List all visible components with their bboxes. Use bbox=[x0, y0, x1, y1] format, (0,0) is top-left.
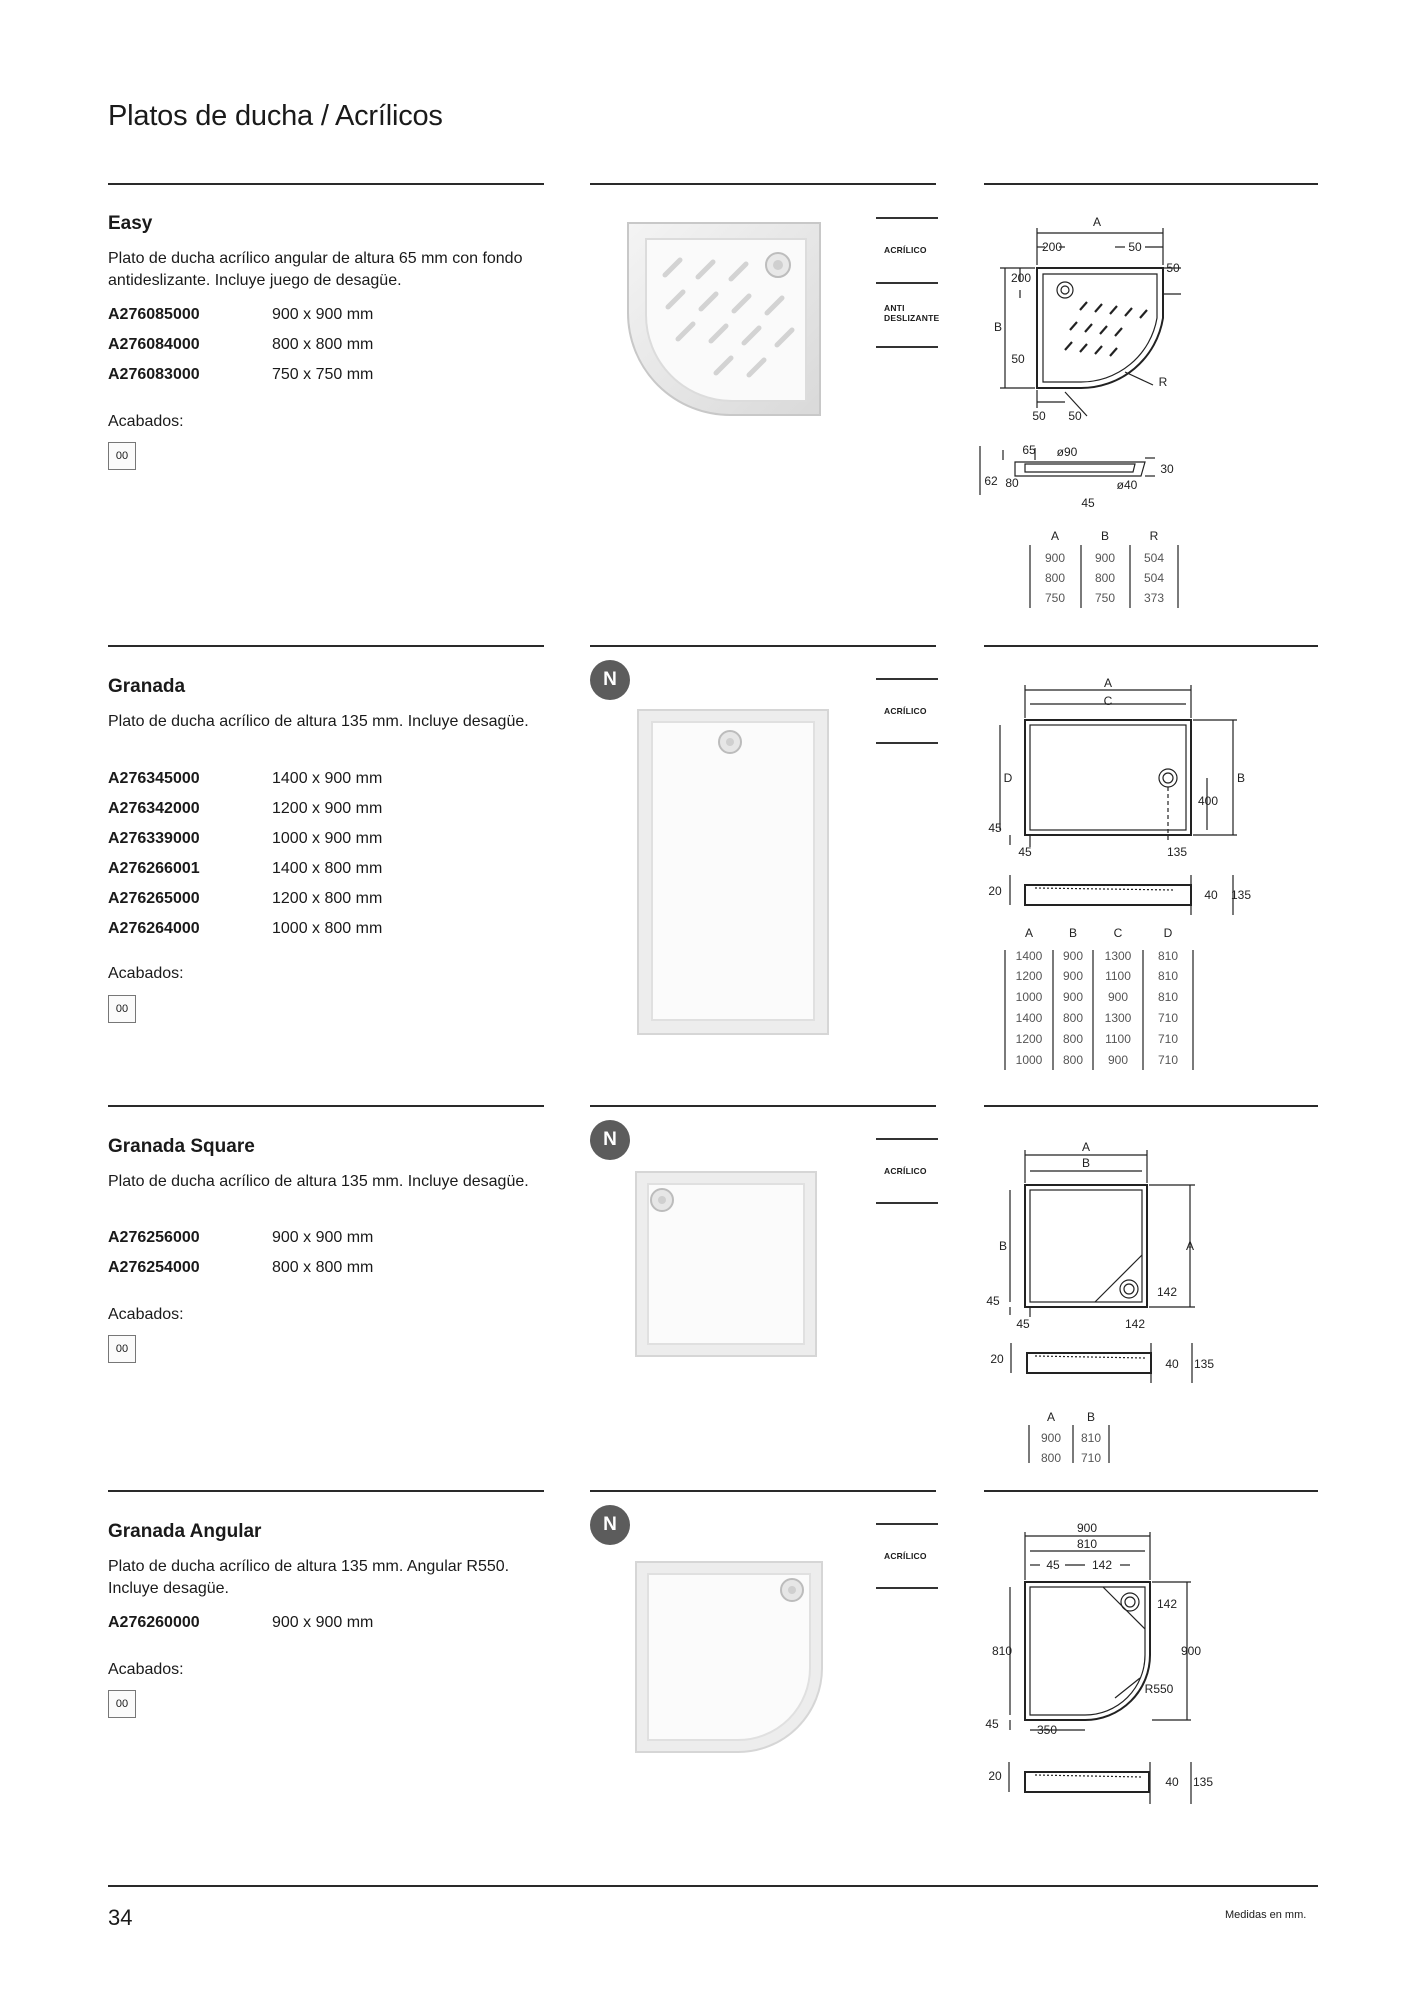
dim-label: A bbox=[1092, 215, 1102, 229]
table-cell: 1200 bbox=[1015, 1032, 1043, 1046]
table-cell: 1100 bbox=[1105, 969, 1131, 983]
dim-label: 135 bbox=[1192, 1775, 1214, 1789]
code-row bbox=[108, 764, 508, 794]
dim-label: 80 bbox=[1005, 476, 1019, 490]
page-number: 34 bbox=[108, 1905, 133, 1930]
page-title: Platos de ducha / Acrílicos bbox=[108, 100, 443, 132]
tag-divider bbox=[876, 742, 938, 744]
dim-label: A bbox=[1081, 1140, 1091, 1154]
section-divider bbox=[984, 183, 1318, 185]
table-cell: 1100 bbox=[1105, 1032, 1131, 1046]
dim-label: 20 bbox=[990, 1352, 1004, 1366]
product-code: A276342000 bbox=[108, 800, 200, 817]
dim-label: B bbox=[1236, 771, 1246, 785]
code-row bbox=[108, 914, 508, 944]
section-divider bbox=[108, 1490, 544, 1492]
tag-anti: ANTI bbox=[884, 303, 905, 313]
product-size: 1200 x 800 mm bbox=[272, 890, 383, 907]
dim-label: 50 bbox=[1032, 409, 1046, 423]
section-divider bbox=[590, 645, 936, 647]
product-description: Plato de ducha acrílico de altura 135 mm. Incluye desagüe. bbox=[108, 713, 529, 730]
dim-label: 40 bbox=[1165, 1775, 1179, 1789]
dim-label: 900 bbox=[1180, 1644, 1202, 1658]
table-cell: 1400 bbox=[1015, 1011, 1043, 1025]
table-cell: 900 bbox=[1107, 1053, 1129, 1067]
section-divider bbox=[590, 1105, 936, 1107]
section-divider bbox=[984, 1490, 1318, 1492]
technical-drawing bbox=[975, 675, 1265, 1075]
product-name: Granada bbox=[108, 676, 186, 697]
tag-divider bbox=[876, 678, 938, 680]
tag-divider bbox=[876, 217, 938, 219]
table-cell: 810 bbox=[1080, 1431, 1102, 1445]
table-cell: 750 bbox=[1094, 591, 1116, 605]
table-header: A bbox=[1024, 926, 1034, 940]
product-photo bbox=[636, 708, 832, 1038]
table-header: B bbox=[1068, 926, 1078, 940]
product-code: A276254000 bbox=[108, 1259, 200, 1276]
finishes-label: Acabados: bbox=[108, 413, 184, 430]
table-cell: 900 bbox=[1044, 551, 1066, 565]
table-header: D bbox=[1163, 926, 1173, 940]
section-divider bbox=[590, 183, 936, 185]
dim-label: 40 bbox=[1165, 1357, 1179, 1371]
footer-divider bbox=[108, 1885, 1318, 1887]
table-cell: 710 bbox=[1080, 1451, 1102, 1465]
dim-label: 810 bbox=[991, 1644, 1013, 1658]
dim-label: 20 bbox=[988, 1769, 1002, 1783]
table-cell: 810 bbox=[1157, 990, 1179, 1004]
product-name: Easy bbox=[108, 213, 153, 234]
table-cell: 710 bbox=[1157, 1053, 1179, 1067]
product-code: A276085000 bbox=[108, 306, 200, 323]
product-name: Granada Angular bbox=[108, 1521, 262, 1542]
dim-label: B bbox=[998, 1239, 1008, 1253]
table-cell: 1300 bbox=[1104, 949, 1132, 963]
table-cell: 800 bbox=[1094, 571, 1116, 585]
dim-label: 62 bbox=[984, 474, 998, 488]
tag-acrylic: ACRÍLICO bbox=[884, 706, 927, 716]
section-divider bbox=[108, 183, 544, 185]
dim-label: 30 bbox=[1160, 462, 1174, 476]
section-divider bbox=[108, 645, 544, 647]
dim-label: R bbox=[1158, 375, 1168, 389]
product-size: 800 x 800 mm bbox=[272, 1259, 374, 1276]
table-cell: 900 bbox=[1094, 551, 1116, 565]
product-code: A276345000 bbox=[108, 770, 200, 787]
tag-divider bbox=[876, 1138, 938, 1140]
code-row bbox=[108, 854, 508, 884]
finishes-label: Acabados: bbox=[108, 965, 184, 982]
dim-label: 142 bbox=[1091, 1558, 1113, 1572]
dim-label: 50 bbox=[1128, 240, 1142, 254]
table-cell: 373 bbox=[1143, 591, 1165, 605]
tag-divider bbox=[876, 346, 938, 348]
dim-label: 135 bbox=[1230, 888, 1252, 902]
dim-label: 400 bbox=[1197, 794, 1219, 808]
dim-label: 50 bbox=[1068, 409, 1082, 423]
table-cell: 800 bbox=[1062, 1011, 1084, 1025]
table-cell: 1400 bbox=[1015, 949, 1043, 963]
finish-swatch[interactable]: 00 bbox=[108, 995, 136, 1023]
product-size: 1400 x 900 mm bbox=[272, 770, 383, 787]
table-cell: 750 bbox=[1044, 591, 1066, 605]
product-code: A276339000 bbox=[108, 830, 200, 847]
table-cell: 900 bbox=[1107, 990, 1129, 1004]
dim-label: A bbox=[1185, 1239, 1195, 1253]
dim-label: 900 bbox=[1076, 1521, 1098, 1535]
dim-label: 45 bbox=[1016, 1317, 1030, 1331]
table-cell: 710 bbox=[1157, 1032, 1179, 1046]
dim-label: 200 bbox=[1010, 271, 1032, 285]
table-cell: 900 bbox=[1062, 990, 1084, 1004]
product-size: 900 x 900 mm bbox=[272, 306, 374, 323]
measurement-note: Medidas en mm. bbox=[1225, 1909, 1307, 1921]
product-size: 900 x 900 mm bbox=[272, 1614, 374, 1631]
dim-label: A bbox=[1103, 676, 1113, 690]
tag-divider bbox=[876, 1523, 938, 1525]
finish-swatch[interactable]: 00 bbox=[108, 1690, 136, 1718]
dim-label: 65 bbox=[1022, 443, 1036, 457]
section-divider bbox=[984, 1105, 1318, 1107]
product-code: A276264000 bbox=[108, 920, 200, 937]
product-photo bbox=[634, 1170, 820, 1360]
code-row bbox=[108, 824, 508, 854]
product-code-list bbox=[108, 1223, 508, 1283]
product-name: Granada Square bbox=[108, 1136, 255, 1157]
table-cell: 1200 bbox=[1015, 969, 1043, 983]
new-badge: N bbox=[590, 1120, 630, 1160]
product-size: 1200 x 900 mm bbox=[272, 800, 383, 817]
code-row bbox=[108, 1608, 508, 1638]
dim-label: 142 bbox=[1156, 1285, 1178, 1299]
table-cell: 810 bbox=[1157, 969, 1179, 983]
tag-divider bbox=[876, 1587, 938, 1589]
code-row bbox=[108, 1223, 508, 1253]
dim-label: R550 bbox=[1144, 1682, 1174, 1696]
dim-label: B bbox=[993, 320, 1003, 334]
dim-label: 45 bbox=[985, 1717, 999, 1731]
table-cell: 900 bbox=[1062, 969, 1084, 983]
product-size: 900 x 900 mm bbox=[272, 1229, 374, 1246]
product-description: Plato de ducha acrílico de altura 135 mm. Incluye desagüe. bbox=[108, 1173, 529, 1190]
finishes-label: Acabados: bbox=[108, 1306, 184, 1323]
dim-label: 45 bbox=[1081, 496, 1095, 510]
product-code-list bbox=[108, 1608, 508, 1638]
tag-acrylic: ACRÍLICO bbox=[884, 1166, 927, 1176]
product-size: 750 x 750 mm bbox=[272, 366, 374, 383]
dim-label: 20 bbox=[988, 884, 1002, 898]
dim-label: 350 bbox=[1036, 1723, 1058, 1737]
code-row bbox=[108, 300, 508, 330]
table-cell: 1000 bbox=[1015, 1053, 1043, 1067]
tag-acrylic: ACRÍLICO bbox=[884, 245, 927, 255]
product-size: 1000 x 900 mm bbox=[272, 830, 383, 847]
dim-label: 45 bbox=[986, 1294, 1000, 1308]
dim-label: 135 bbox=[1166, 845, 1188, 859]
product-description: Plato de ducha acrílico angular de altura 65 mm con fondo antideslizante. Incluye juego de desagüe. bbox=[108, 250, 523, 289]
dim-label: D bbox=[1003, 771, 1013, 785]
dim-label: B bbox=[1081, 1156, 1091, 1170]
code-row bbox=[108, 1253, 508, 1283]
new-badge: N bbox=[590, 1505, 630, 1545]
technical-drawing bbox=[975, 1135, 1235, 1465]
dim-label: 40 bbox=[1204, 888, 1218, 902]
product-photo bbox=[620, 215, 830, 425]
table-cell: 810 bbox=[1157, 949, 1179, 963]
table-header: B bbox=[1100, 529, 1110, 543]
table-cell: 710 bbox=[1157, 1011, 1179, 1025]
dim-label: 142 bbox=[1124, 1317, 1146, 1331]
table-cell: 1300 bbox=[1104, 1011, 1132, 1025]
table-cell: 900 bbox=[1040, 1431, 1062, 1445]
dim-label: 50 bbox=[1011, 352, 1025, 366]
table-header: B bbox=[1086, 1410, 1096, 1424]
new-badge: N bbox=[590, 660, 630, 700]
product-code: A276084000 bbox=[108, 336, 200, 353]
dim-label: C bbox=[1103, 694, 1113, 708]
code-row bbox=[108, 360, 508, 390]
finish-swatch[interactable]: 00 bbox=[108, 442, 136, 470]
dim-label: 810 bbox=[1076, 1537, 1098, 1551]
dim-label: 200 bbox=[1041, 240, 1063, 254]
table-header: C bbox=[1113, 926, 1123, 940]
table-cell: 800 bbox=[1062, 1053, 1084, 1067]
tag-acrylic: ACRÍLICO bbox=[884, 1551, 927, 1561]
product-code: A276083000 bbox=[108, 366, 200, 383]
product-size: 1400 x 800 mm bbox=[272, 860, 383, 877]
table-header: A bbox=[1050, 529, 1060, 543]
dim-label: 45 bbox=[1018, 845, 1032, 859]
table-cell: 800 bbox=[1040, 1451, 1062, 1465]
section-divider bbox=[108, 1105, 544, 1107]
section-divider bbox=[590, 1490, 936, 1492]
finish-swatch[interactable]: 00 bbox=[108, 1335, 136, 1363]
product-code: A276266001 bbox=[108, 860, 200, 877]
code-row bbox=[108, 794, 508, 824]
technical-drawing bbox=[975, 1520, 1235, 1820]
product-code-list bbox=[108, 764, 508, 944]
dim-label: 45 bbox=[1046, 1558, 1060, 1572]
product-size: 1000 x 800 mm bbox=[272, 920, 383, 937]
technical-drawing bbox=[975, 210, 1195, 610]
table-cell: 1000 bbox=[1015, 990, 1043, 1004]
dim-label: 135 bbox=[1193, 1357, 1215, 1371]
dim-label: 142 bbox=[1156, 1597, 1178, 1611]
table-cell: 900 bbox=[1062, 949, 1084, 963]
table-cell: 800 bbox=[1062, 1032, 1084, 1046]
code-row bbox=[108, 884, 508, 914]
product-size: 800 x 800 mm bbox=[272, 336, 374, 353]
tag-divider bbox=[876, 282, 938, 284]
table-cell: 504 bbox=[1143, 551, 1165, 565]
section-divider bbox=[984, 645, 1318, 647]
product-code: A276256000 bbox=[108, 1229, 200, 1246]
table-header: A bbox=[1046, 1410, 1056, 1424]
product-description: Plato de ducha acrílico de altura 135 mm. Angular R550. Incluye desagüe. bbox=[108, 1558, 510, 1597]
table-cell: 504 bbox=[1143, 571, 1165, 585]
product-code-list bbox=[108, 300, 508, 390]
table-cell: 800 bbox=[1044, 571, 1066, 585]
finishes-label: Acabados: bbox=[108, 1661, 184, 1678]
product-code: A276260000 bbox=[108, 1614, 200, 1631]
tag-divider bbox=[876, 1202, 938, 1204]
dim-label: ø90 bbox=[1056, 445, 1078, 459]
product-code: A276265000 bbox=[108, 890, 200, 907]
tag-slip: DESLIZANTE bbox=[884, 313, 940, 323]
code-row bbox=[108, 330, 508, 360]
dim-label: 45 bbox=[988, 821, 1002, 835]
dim-label: 50 bbox=[1166, 261, 1180, 275]
dim-label: ø40 bbox=[1116, 478, 1138, 492]
product-photo bbox=[632, 1558, 832, 1758]
table-header: R bbox=[1149, 529, 1159, 543]
